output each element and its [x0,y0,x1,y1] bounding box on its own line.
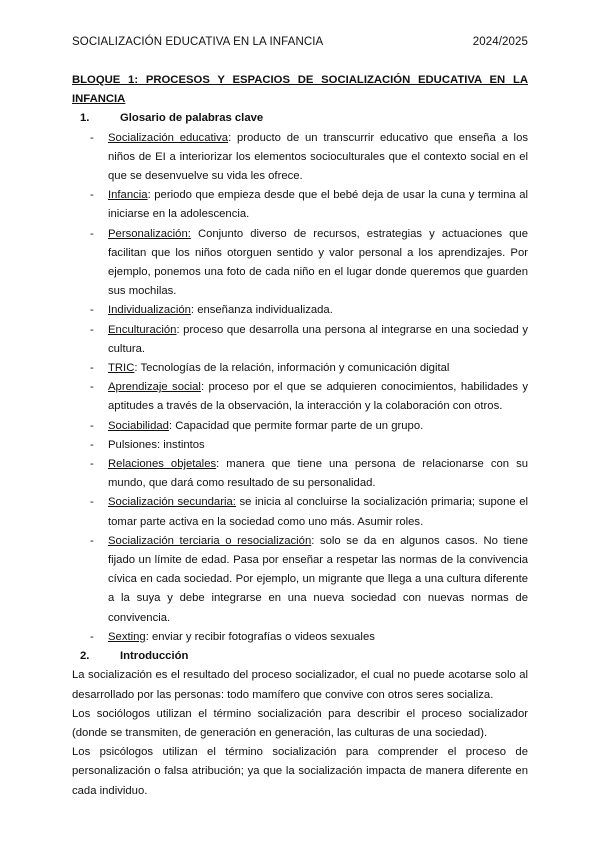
list-dash: - [90,534,94,547]
glossary-definition: Capacidad que permite formar parte de un grupo. [175,419,424,432]
glossary-item [72,321,528,359]
term-separator: : [147,189,155,202]
section-title: Glosario de palabras clave [120,112,264,125]
list-dash: - [90,227,94,240]
term-separator: : [228,131,237,144]
glossary-item [72,186,528,224]
term-separator: : [145,630,152,643]
glossary-item [72,532,528,628]
list-dash: - [90,630,94,643]
glossary-list [72,129,528,647]
glossary-definition: enseñanza individualizada. [197,304,333,317]
glossary-item [72,225,528,302]
glossary-definition: proceso por el que se adquieren conocimientos, habilidades y aptitudes a través de la observación, la interacción y la colaboración con otros. [108,381,529,413]
glossary-term: Enculturación [108,323,177,336]
term-separator: : [216,458,227,471]
glossary-term: Socialización secundaria: [108,496,236,509]
glossary-term: Infancia [108,189,148,202]
list-dash: - [90,323,94,336]
header-academic-year: 2024/2025 [472,36,528,48]
intro-paragraph: Los psicólogos utilizan el término socialización para comprender el proceso de personalización o falsa atribución; ya que la socialización impacta de manera diferente en cada individuo. [72,746,528,797]
glossary-definition: manera que tiene una persona de relacionarse con su mundo, que dará como resultado de su personalidad. [108,458,529,490]
glossary-item [72,628,528,647]
page-header [72,36,528,52]
term-separator [191,228,198,240]
glossary-term: Sociabilidad [108,419,169,432]
term-separator: : [168,419,176,432]
section-heading-glossary [72,109,528,128]
glossary-item [72,301,528,320]
glossary-definition: solo se da en algunos casos. No tiene fijado un límite de edad. Pasa por enseñar a respetar las normas de la convivencia cívica en cada sociedad. Por ejemplo, un migrante que llega a una cultura diferente a la suya y debe integrarse en una nueva sociedad con nuevas normas de convivencia. [108,534,529,624]
glossary-definition: enviar y recibir fotografías o videos sexuales [151,630,375,643]
glossary-term: Aprendizaje social [108,381,201,394]
document-body [72,71,528,801]
glossary-item [72,378,528,416]
glossary-item [72,129,528,187]
glossary-definition: se inicia al concluirse la socialización primaria; supone el tomar parte activa en la sociedad como uno más. Asumir roles. [108,496,528,528]
glossary-definition: periodo que empieza desde que el bebé deja de usar la cuna y termina al iniciarse en la adolescencia. [108,189,528,221]
list-dash: - [90,304,94,317]
term-separator: : [311,534,320,547]
list-dash: - [90,496,94,509]
glossary-definition: producto de un transcurrir educativo que enseña a los niños de EI a interiorizar los elementos socioculturales que el contexto social en el que se desenvuelve su vida les ofrece. [108,131,528,183]
list-dash: - [90,189,94,202]
glossary-definition: Conjunto diverso de recursos, estrategias y actuaciones que facilitan que los niños otorguen sentido y valor personal a los aprendizajes. Por ejemplo, ponemos una foto de cada niño en el lugar donde queremos que guarden sus mochilas. [108,227,529,298]
section-number: 1. [80,112,90,125]
section-heading-introduction [72,647,528,666]
intro-paragraph: La socialización es el resultado del proceso socializador, el cual no puede acotarse solo al desarrollado por las personas: todo mamífero que convive con otros seres socializa. [72,669,528,701]
term-separator: : [176,323,184,336]
glossary-item [72,417,528,436]
intro-paragraph: Los sociólogos utilizan el término socialización para describir el proceso socializador (donde se transmiten, de generación en generación, las culturas de una sociedad). [72,707,528,739]
glossary-term: Sexting [108,630,146,643]
section-title: Introducción [120,650,189,663]
list-dash: - [90,381,94,394]
bloque-title: BLOQUE 1: PROCESOS Y ESPACIOS DE SOCIALIZACIÓN EDUCATIVA EN LA INFANCIA [72,74,528,106]
term-separator: : [200,381,209,394]
list-dash: - [90,362,94,375]
list-dash: - [90,419,94,432]
list-dash: - [90,131,94,144]
section-number: 2. [80,650,90,663]
glossary-term: TRIC [108,362,135,375]
glossary-term: Socialización terciaria o resocialización [108,534,312,547]
glossary-definition: Pulsiones: instintos [108,438,205,451]
term-separator: : [190,304,198,317]
glossary-term: Individualización [108,304,191,317]
glossary-item [72,436,528,455]
glossary-item [72,455,528,493]
glossary-definition: Tecnologías de la relación, información y comunicación digital [140,362,450,375]
glossary-term: Socialización educativa [108,131,229,144]
glossary-item [72,359,528,378]
list-dash: - [90,438,94,451]
glossary-definition: proceso que desarrolla una persona al integrarse en una sociedad y cultura. [108,323,529,355]
list-dash: - [90,458,94,471]
header-course-title: SOCIALIZACIÓN EDUCATIVA EN LA INFANCIA [72,36,324,48]
term-separator: : [134,362,141,375]
glossary-term: Personalización: [108,227,191,240]
glossary-term: Relaciones objetales [108,458,217,471]
glossary-item [72,493,528,531]
